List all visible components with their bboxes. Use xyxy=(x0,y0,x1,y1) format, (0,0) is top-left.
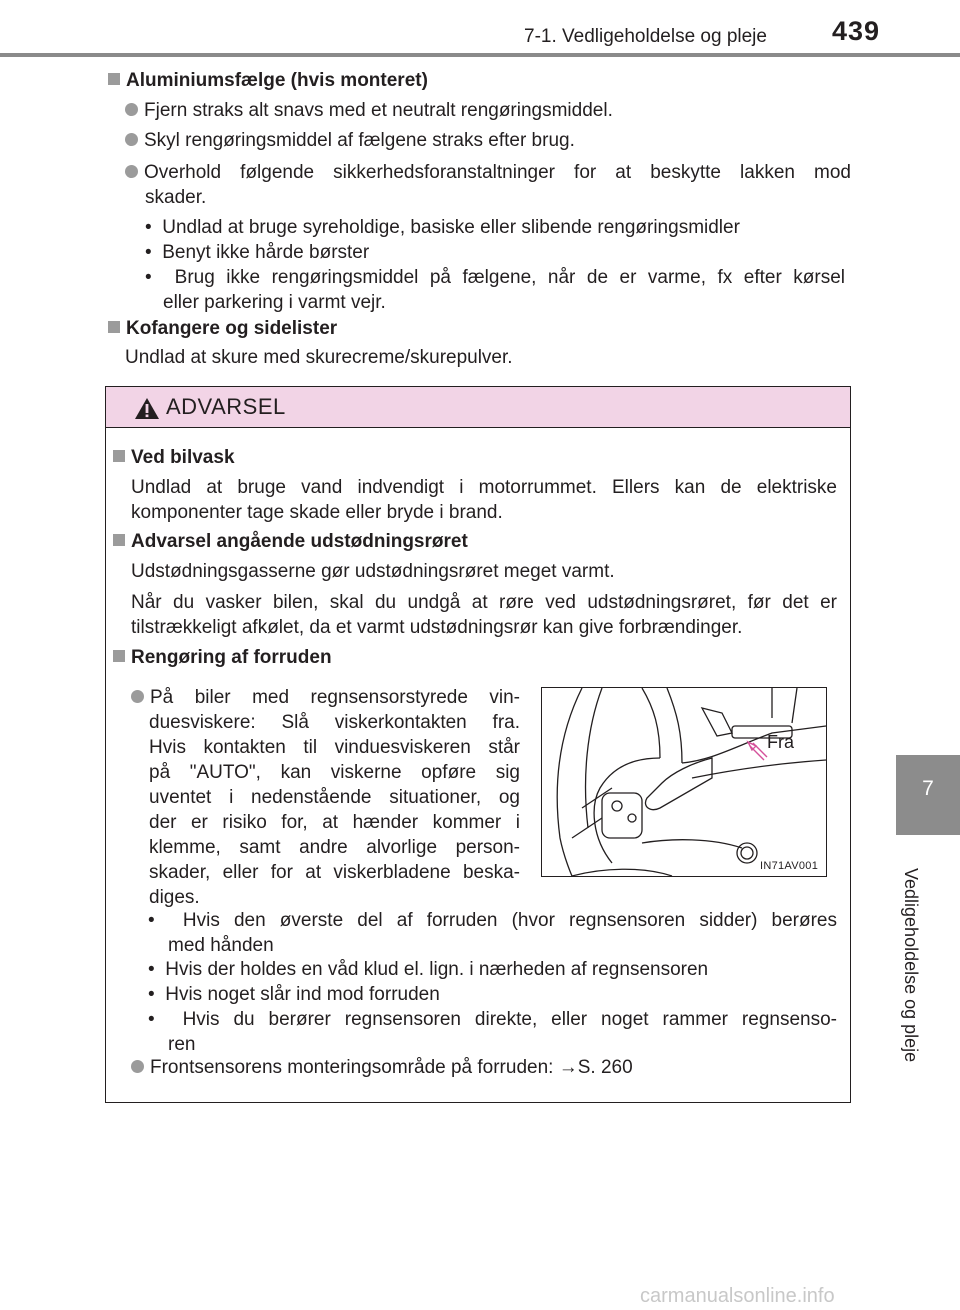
aluminium-heading: Aluminiumsfælge (hvis monteret) xyxy=(108,70,428,92)
aluminium-sub-3: • Brug ikke rengøringsmiddel på fælgene, når de er varme, fx efter kørsel eller parkering i varmt vejr. xyxy=(145,267,845,313)
car-wash-text: Undlad at bruge vand indvendigt i motorrummet. Ellers kan de elektriske komponenter tage skade eller bryde i brand. xyxy=(131,477,837,523)
windshield-sub-4: • Hvis du berører regnsensoren direkte, eller noget rammer regnsenso- ren xyxy=(148,1009,837,1055)
warning-triangle-icon xyxy=(134,397,160,420)
round-bullet-icon xyxy=(125,133,138,146)
windshield-sub-1: • Hvis den øverste del af forruden (hvor regnsensoren sidder) berøres med hånden xyxy=(148,910,837,956)
square-bullet-icon xyxy=(113,534,125,546)
bumpers-text: Undlad at skure med skurecreme/skurepulver. xyxy=(125,347,513,368)
windshield-sub-3: • Hvis noget slår ind mod forruden xyxy=(148,984,440,1005)
square-bullet-icon xyxy=(113,650,125,662)
aluminium-bullet-3: Overhold følgende sikkerhedsforanstaltninger for at beskytte lakken mod skader. xyxy=(125,160,851,210)
page-number: 439 xyxy=(832,16,881,46)
figure-code: IN71AV001 xyxy=(760,860,819,872)
exhaust-heading: Advarsel angående udstødningsrøret xyxy=(113,531,468,553)
header-rule xyxy=(0,53,960,57)
aluminium-bullet-2: Skyl rengøringsmiddel af fælgene straks efter brug. xyxy=(125,128,575,153)
wiper-switch-figure xyxy=(541,687,827,877)
round-bullet-icon xyxy=(125,103,138,116)
windshield-heading: Rengøring af forruden xyxy=(113,647,332,669)
page-reference-link[interactable]: Frontsensorens monteringsområde på forruden: →S. 260 xyxy=(150,1057,633,1078)
round-bullet-icon xyxy=(125,165,138,178)
front-sensor-bullet xyxy=(131,1055,633,1080)
aluminium-bullet-1: Fjern straks alt snavs med et neutralt rengøringsmiddel. xyxy=(125,98,613,123)
round-bullet-icon xyxy=(131,1060,144,1073)
exhaust-text-1: Udstødningsgasserne gør udstødningsrøret meget varmt. xyxy=(131,561,615,582)
exhaust-text-2: Når du vasker bilen, skal du undgå at røre ved udstødningsrøret, før det er tilstrækkeligt afkølet, da et varmt udstødningsrør kan give forbrændinger. xyxy=(131,592,837,638)
car-wash-heading: Ved bilvask xyxy=(113,447,235,469)
square-bullet-icon xyxy=(108,321,120,333)
chapter-tab[interactable] xyxy=(896,755,960,835)
bumpers-heading: Kofangere og sidelister xyxy=(108,318,337,340)
chapter-label: Vedligeholdelse og pleje xyxy=(901,868,921,1063)
steering-column-illustration xyxy=(542,688,826,876)
off-position-label: Fra xyxy=(767,732,794,752)
aluminium-sub-1: • Undlad at bruge syreholdige, basiske eller slibende rengøringsmidler xyxy=(145,217,740,238)
section-title: 7-1. Vedligeholdelse og pleje xyxy=(524,26,767,47)
windshield-sub-2: • Hvis der holdes en våd klud el. lign. i nærheden af regnsensoren xyxy=(148,959,709,980)
warning-header xyxy=(106,387,850,428)
round-bullet-icon xyxy=(131,690,144,703)
warning-title: ADVARSEL xyxy=(166,394,286,419)
square-bullet-icon xyxy=(108,73,120,85)
aluminium-sub-2: • Benyt ikke hårde børster xyxy=(145,242,370,263)
watermark: carmanualsonline.info xyxy=(640,1285,835,1307)
windshield-paragraph: På biler med regnsensorstyrede vin- duesviskere: Slå viskerkontakten fra. Hvis kontakten til vinduesviskeren står på "AUTO", kan viskerne opføre sig uventet i nedenstående situationer, og der er risiko for, at hænder kommer i klemme, samt andre alvorlige person- skader, eller for at viskerbladene beska- diges. xyxy=(131,685,520,910)
square-bullet-icon xyxy=(113,450,125,462)
chapter-number: 7 xyxy=(922,777,934,800)
